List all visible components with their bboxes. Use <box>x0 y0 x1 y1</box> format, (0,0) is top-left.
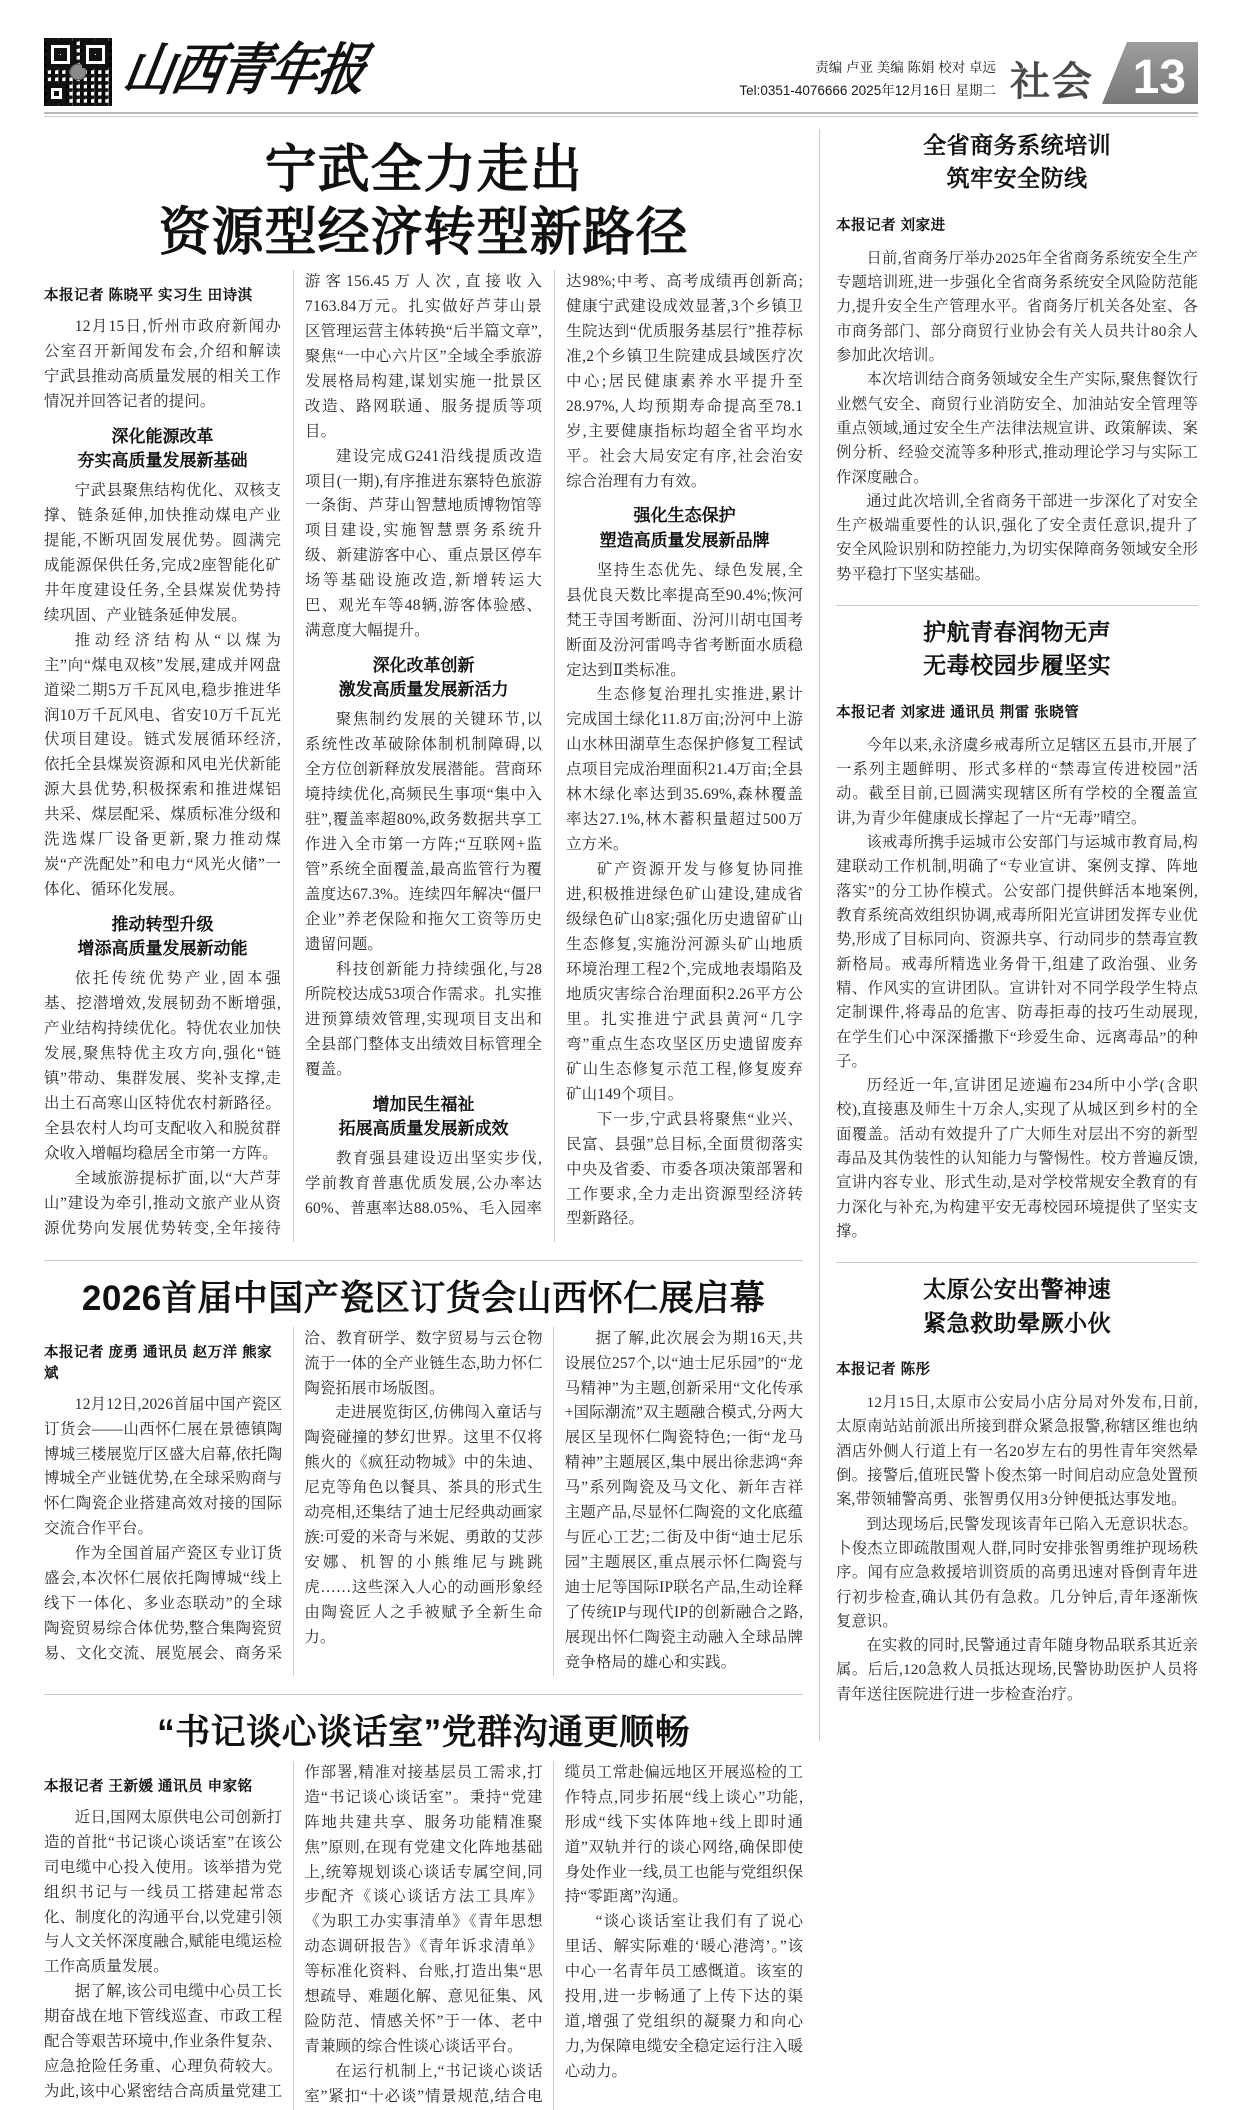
article-subheading <box>305 654 542 702</box>
subheading-line: 增添高质量发展新动能 <box>77 939 248 959</box>
party-room-paragraphs <box>44 1761 803 2110</box>
party-room-body <box>44 1761 803 2110</box>
article-party-room <box>44 1705 803 2110</box>
side-article-headline <box>836 1273 1198 1340</box>
article-paragraph: 教育强县建设迈出坚实步伐,学前教育普惠优质发展,公办率达60%、普惠率达88.05%、毛入园率达98%;中考、高考成绩再创新高;健康宁武建设成效显著,3个乡镇卫生院达到“优质服务基层行”推荐标准,2个乡镇卫生院建成县域医疗次中心;居民健康素养水平提升至28.97%,人均预期寿命提高至78.1岁,主要健康指标均超全省平均水平。社会大局安定有序,社会治安综合治理有力有效。 <box>305 272 804 1217</box>
side-headline-line: 无毒校园步履坚实 <box>923 652 1112 679</box>
divider-after-lead <box>44 1260 803 1261</box>
subheading-line: 深化能源改革 <box>111 426 214 446</box>
article-paragraph: 该戒毒所携手运城市公安部门与运城市教育局,构建联动工作机制,明确了“专业宣讲、案例支撑、阵地落实”的分工协作模式。公安部门提供鲜活本地案例,教育系统高效组织协调,戒毒所阳光宣讲团发挥专业优势,形成了目标同向、资源共享、行动同步的禁毒宣教新格局。戒毒所精选业务骨干,组建了政治强、业务精、作风实的宣讲团队。宣讲针对不同学段学生特点定制课件,将毒品的危害、防毒拒毒的技巧生动展现,在学生们心中深深播撒下“珍爱生命、远离毒品”的种子。 <box>836 834 1198 1070</box>
side-headline-line: 护航青春润物无声 <box>923 619 1112 646</box>
subheading-line: 塑造高质量发展新品牌 <box>599 530 770 550</box>
article-paragraph: 下一步,宁武县将聚焦“业兴、民富、县强”总目标,全面贯彻落实中央及省委、市委各项决策部署和工作要求,全力走出资源型经济转型新路径。 <box>566 1110 804 1228</box>
article-paragraph: 12月12日,2026首届中国产瓷区订货会——山西怀仁展在景德镇陶博城三楼展览厅区盛大启幕,依托陶博城全产业链优势,在全球采购商与怀仁陶瓷企业搭建高效对接的国际交流合作平台。 <box>44 1395 283 1538</box>
article-paragraph: 历经近一年,宣讲团足迹遍布234所中小学(含职校),直接惠及师生十万余人,实现了从城区到乡村的全面覆盖。活动有效提升了广大师生对层出不穷的新型毒品及其伪装性的认知能力与警惕性。校方普遍反馈,宣讲内容专业、形式生动,是对学校常规安全教育的有力深化与补充,为构建平安无毒校园环境提供了坚实支撑。 <box>836 1077 1198 1240</box>
article-paragraph: 12月15日,忻州市政府新闻办公室召开新闻发布会,介绍和解读宁武县推动高质量发展的相关工作情况并回答记者的提问。 <box>44 317 282 410</box>
article-paragraph: 据了解,该公司电缆中心员工长期奋战在地下管线巡查、市政工程配合等艰苦环境中,作业条件复杂、应急抢险任务重、心理负荷较大。为此,该中心紧密结合高质量党建工作部署,精准对接基层员工需求,打造“书记谈心谈话室”。秉持“党建阵地共建共享、服务功能精准聚焦”原则,在现有党建文化阵地基础上,统筹规划谈心谈话专属空间,同步配齐《谈心谈话方法工具库》《为职工办实事清单》《青年思想动态调研报告》《青年诉求清单》等标准化资料、台账,打造出集“思想疏导、难题化解、意见征集、风险防范、情感关怀”于一体、老中青兼顾的综合性谈心谈话平台。 <box>44 1763 543 2101</box>
main-column-zone <box>44 129 804 2106</box>
side-article <box>836 129 1198 587</box>
lead-headline <box>44 129 803 270</box>
article-paragraph: 在运行机制上,“书记谈心谈话室”紧扣“十必谈”情景规范,结合电缆员工常赴偏远地区开展巡检的工作特点,同步拓展“线上谈心”功能,形成“线下实体阵地+线上即时通道”双轨并行的谈心网络,确保即使身处作业一线,员工也能与党组织保持“零距离”沟通。 <box>304 1763 804 2106</box>
subheading-line: 推动转型升级 <box>111 915 214 935</box>
qr-finder-bottom-left <box>47 84 66 103</box>
side-article-body <box>836 734 1198 1245</box>
article-paragraph: 坚持生态优先、绿色发展,全县优良天数比率提高至90.4%;恢河梵王寺国考断面、汾河川胡屯国考断面及汾河雷鸣寺省考断面水质稳定达到Ⅱ类标准。 <box>566 561 804 679</box>
article-paragraph: 建设完成G241沿线提质改造项目(一期),有序推进东寨特色旅游一条街、芦芽山智慧地质博物馆等项目建设,实施智慧票务系统升级、新建游客中心、重点景区停车场等基础设施改造,新增转运大巴、观光车等48辆,游客体验感、满意度大幅提升。 <box>305 447 543 640</box>
section-label: 社会 <box>1010 59 1094 104</box>
subheading-line: 强化生态保护 <box>633 506 736 526</box>
article-paragraph: 近日,国网太原供电公司创新打造的首批“书记谈心谈话室”在该公司电缆中心投入使用。该举措为党组织书记与一线员工搭建起常态化、制度化的沟通平台,以党建引领与人文关怀深度融合,赋能电缆运检工作高质量发展。 <box>44 1808 283 1976</box>
lead-byline: 本报记者 陈晓平 实习生 田诗淇 <box>44 287 253 304</box>
side-article <box>836 1262 1198 1707</box>
party-room-byline: 本报记者 王新媛 通讯员 申家铭 <box>44 1778 253 1795</box>
side-headline-line: 太原公安出警神速 <box>923 1276 1112 1303</box>
lead-headline-line1: 宁武全力走出 <box>264 141 583 199</box>
lead-paragraphs <box>44 270 803 1242</box>
side-column-zone <box>836 129 1198 1741</box>
article-paragraph: 科技创新能力持续强化,与28所院校达成53项合作需求。扎实推进预算绩效管理,实现项目支出和全县部门整体支出绩效目标管理全覆盖。 <box>305 960 543 1078</box>
masthead-rule-thin <box>44 116 1198 117</box>
side-headline-line: 全省商务系统培训 <box>923 132 1112 158</box>
article-paragraph: 作为全国首届产瓷区专业订货盛会,本次怀仁展依托陶博城“线上线下一体化、多业态联动”的全球陶瓷贸易综合体优势,整合集陶瓷贸易、文化交流、展览展会、商务采洽、教育研学、数字贸易与云仓物流于一体的全产业链生态,助力怀仁陶瓷拓展市场版图。 <box>44 1329 543 1663</box>
side-articles <box>836 129 1198 1707</box>
article-paragraph: 日前,省商务厅举办2025年全省商务系统安全生产专题培训班,进一步强化全省商务系统安全风险防范能力,提升安全生产管理水平。省商务厅机关各处室、各市商务部门、部分商贸行业协会有关人员共计80余人参加此次培训。 <box>836 249 1198 364</box>
article-paragraph: 本次培训结合商务领域安全生产实际,聚焦餐饮行业燃气安全、商贸行业消防安全、加油站安全管理等重点领域,通过安全生产法律法规宣讲、政策解读、案例分析、经验交流等多种形式,推动理论学习与实际工作深度融合。 <box>836 371 1198 486</box>
article-lead <box>44 129 803 1242</box>
page-number-badge <box>1102 42 1198 104</box>
article-paragraph: 据了解,此次展会为期16天,共设展位257个,以“迪士尼乐园”的“龙马精神”为主题,创新采用“文化传承+国际潮流”双主题融合模式,分两大展区呈现怀仁陶瓷特色;一街“龙马精神”主题展区,集中展出徐悲鸿“奔马”系列陶瓷及马文化、新年吉祥主题产品,尽显怀仁陶瓷的文化底蕴与匠心工艺;二街及中街“迪士尼乐园”主题展区,重点展示怀仁陶瓷与迪士尼等国际IP联名产品,生动诠释了传统IP与现代IP的创新融合之路,展现出怀仁陶瓷主动融入全球品牌竞争格局的雄心和实践。 <box>564 1329 804 1672</box>
ceramics-headline: 2026首届中国产瓷区订货会山西怀仁展启幕 <box>81 1278 766 1318</box>
contact-date-line: Tel:0351-4076666 2025年12月16日 星期二 <box>739 82 996 98</box>
vertical-divider <box>819 129 820 1741</box>
article-subheading <box>44 913 281 961</box>
article-paragraph: 走进展览街区,仿佛闯入童话与陶瓷碰撞的梦幻世界。这里不仅将熊火的《疯狂动物城》中的朱迪、尼克等角色以餐具、茶具的形式生动亮相,还集结了迪士尼经典动画家族:可爱的米奇与米妮、勇敢的艾莎安娜、机智的小熊维尼与跳跳虎……这些深入人心的动画形象经由陶瓷匠人之手被赋予全新生命力。 <box>304 1404 543 1647</box>
article-paragraph: 聚焦制约发展的关键环节,以系统性改革破除体制机制障碍,以全方位创新释放发展潜能。营商环境持续优化,高频民生事项“集中入驻”,覆盖率超80%,政务数据共享工作进入全市第一方阵;“互联网+监管”系统全面覆盖,最高监管行为覆盖度达67.3%。连续四年解决“僵尸企业”养老保险和拖欠工资等历史遗留问题。 <box>305 711 543 953</box>
masthead <box>44 26 1198 106</box>
side-article-headline <box>836 129 1198 196</box>
side-headline-line: 紧急救助晕厥小伙 <box>923 1309 1112 1336</box>
qr-center-logo <box>70 64 87 81</box>
editor-line: 责编 卢亚 美编 陈娟 校对 卓远 <box>815 60 996 76</box>
page-content <box>44 129 1198 2106</box>
subheading-line: 夯实高质量发展新基础 <box>77 450 248 470</box>
side-headline-line: 筑牢安全防线 <box>946 165 1088 192</box>
side-article <box>836 605 1198 1244</box>
article-paragraph: “谈心谈话室让我们有了说心里话、解实际难的‘暖心港湾’。”该中心一名青年员工感慨道。该室的投用,进一步畅通了上传下达的渠道,增强了党组织的凝聚力和向心力,为保障电缆安全稳定运行注入暖心动力。 <box>564 1913 804 2081</box>
side-article-headline <box>836 616 1198 683</box>
lead-body <box>44 270 803 1242</box>
article-paragraph: 12月15日,太原市公安局小店分局对外发布,日前,太原南站站前派出所接到群众紧急报警,称辖区维也纳酒店外侧人行道上有一名20岁左右的男性青年突然晕倒。接警后,值班民警卜俊杰第一时间启动应急处置预案,带领辅警高勇、张智勇仅用3分钟便抵达事发地。 <box>836 1394 1198 1509</box>
side-article-byline: 本报记者 刘家进 <box>836 217 946 234</box>
article-paragraph: 通过此次培训,全省商务干部进一步深化了对安全生产极端重要性的认识,强化了安全责任意识,提升了安全风险识别和防控能力,为切实保障商务领域安全形势平稳打下坚实基础。 <box>836 492 1198 583</box>
article-paragraph: 今年以来,永济虞乡戒毒所立足辖区五县市,开展了一系列主题鲜明、形式多样的“禁毒宣传进校园”活动。截至目前,已圆满实现辖区所有学校的全覆盖宣讲,为青少年健康成长撑起了一片“无毒”晴空。 <box>836 736 1198 827</box>
party-room-headline: “书记谈心谈话室”党群沟通更顺畅 <box>157 1712 691 1752</box>
side-divider <box>836 605 1198 606</box>
article-subheading <box>44 425 281 473</box>
side-article-byline: 本报记者 陈彤 <box>836 1362 931 1378</box>
side-divider <box>836 1262 1198 1263</box>
article-subheading <box>566 504 803 552</box>
lead-headline-line2: 资源型经济转型新路径 <box>158 204 689 263</box>
article-subheading <box>305 1093 542 1141</box>
article-paragraph: 宁武县聚焦结构优化、双核支撑、链条延伸,加快推动煤电产业提能,不断巩固发展优势。圆满完成能源保供任务,完成2座智能化矿井年度建设任务,全县煤炭优势持续巩固、产业链条延伸发展。 <box>44 481 282 624</box>
article-paragraph: 到达现场后,民警发现该青年已陷入无意识状态。卜俊杰立即疏散围观人群,同时安排张智勇维护现场秩序。闻有应急救援培训资质的高勇迅速对昏倒青年进行初步检查,确认其仍有急救。几分钟后,青年逐渐恢复意识。 <box>836 1515 1198 1630</box>
masthead-rule <box>44 112 1198 114</box>
masthead-info <box>739 42 1198 106</box>
ceramics-byline: 本报记者 庞勇 通讯员 赵万洋 熊家斌 <box>44 1344 273 1382</box>
subheading-line: 拓展高质量发展新成效 <box>338 1118 509 1138</box>
paper-name: 山西青年报 <box>118 38 370 102</box>
masthead-credits <box>739 57 1006 104</box>
side-article-body <box>836 247 1198 587</box>
qr-code-icon[interactable] <box>44 38 112 106</box>
subheading-line: 增加民生福祉 <box>372 1094 475 1114</box>
subheading-line: 激发高质量发展新活力 <box>338 680 509 700</box>
article-paragraph: 矿产资源开发与修复协同推进,积极推进绿色矿山建设,建成省级绿色矿山8家;强化历史遗留矿山生态修复,实施汾河源头矿山地质环境治理工程2个,完成地表塌陷及地质灾害综合治理面积2.26平方公里。扎实推进宁武县黄河“几字弯”重点生态攻坚区历史遗留废弃矿山生态修复示范工程,修复废弃矿山149个项目。 <box>566 861 804 1103</box>
masthead-brand <box>44 38 370 106</box>
subheading-line: 深化改革创新 <box>372 656 475 676</box>
article-paragraph: 生态修复治理扎实推进,累计完成国土绿化11.8万亩;汾河中上游山水林田湖草生态保护修复工程试点项目完成治理面积21.4万亩;全县林木绿化率达到35.69%,森林覆盖率达27.1%,林木蓄积量超过500万立方米。 <box>566 686 804 854</box>
article-paragraph: 在实救的同时,民警通过青年随身物品联系其近亲属。后后,120急救人员抵达现场,民警协助医护人员将青年送往医院进行进一步检查治疗。 <box>836 1637 1198 1703</box>
ceramics-body <box>44 1327 803 1676</box>
article-paragraph: 全域旅游提标扩面,以“大芦芽山”建设为牵引,推动文旅产业从资源优势向发展优势转变,全年接待游客156.45万人次,直接收入7163.84万元。扎实做好芦芽山景区管理运营主体转换“后半篇文章”,聚焦“一中心六片区”全域全季旅游发展格局构建,谋划实施一批景区改造、路网联通、服务提质等项目。 <box>44 272 543 1237</box>
page-number: 13 <box>1132 51 1186 104</box>
article-paragraph: 推动经济结构从“以煤为主”向“煤电双核”发展,建成并网盘道梁二期5万千瓦风电,稳步推进华润10万千瓦风电、省安10万千瓦光伏项目建设。链式发展循环经济,依托全县煤炭资源和风电光伏新能源大县优势,积极探索和推进煤铝共采、煤层配采、煤质标准分级和洗选煤厂设备更新,聚力推动煤炭“产洗配处”和电力“风光火储”一体化、循环化发展。 <box>44 631 282 899</box>
divider-after-ceramics <box>44 1694 803 1695</box>
side-article-body <box>836 1391 1198 1707</box>
side-article-byline: 本报记者 刘家进 通讯员 荆雷 张晓管 <box>836 704 1080 721</box>
article-ceramics <box>44 1271 803 1676</box>
article-paragraph: 依托传统优势产业,固本强基、挖潜增效,发展韧劲不断增强,产业结构持续优化。特优农业加快发展,聚焦特优主攻方向,强化“链镇”带动、集群发展、奖补支撑,走出土石高寒山区特优农村新路径。全县农村人均可支配收入和脱贫群众收入增幅均稳居全市第一方阵。 <box>44 970 282 1163</box>
